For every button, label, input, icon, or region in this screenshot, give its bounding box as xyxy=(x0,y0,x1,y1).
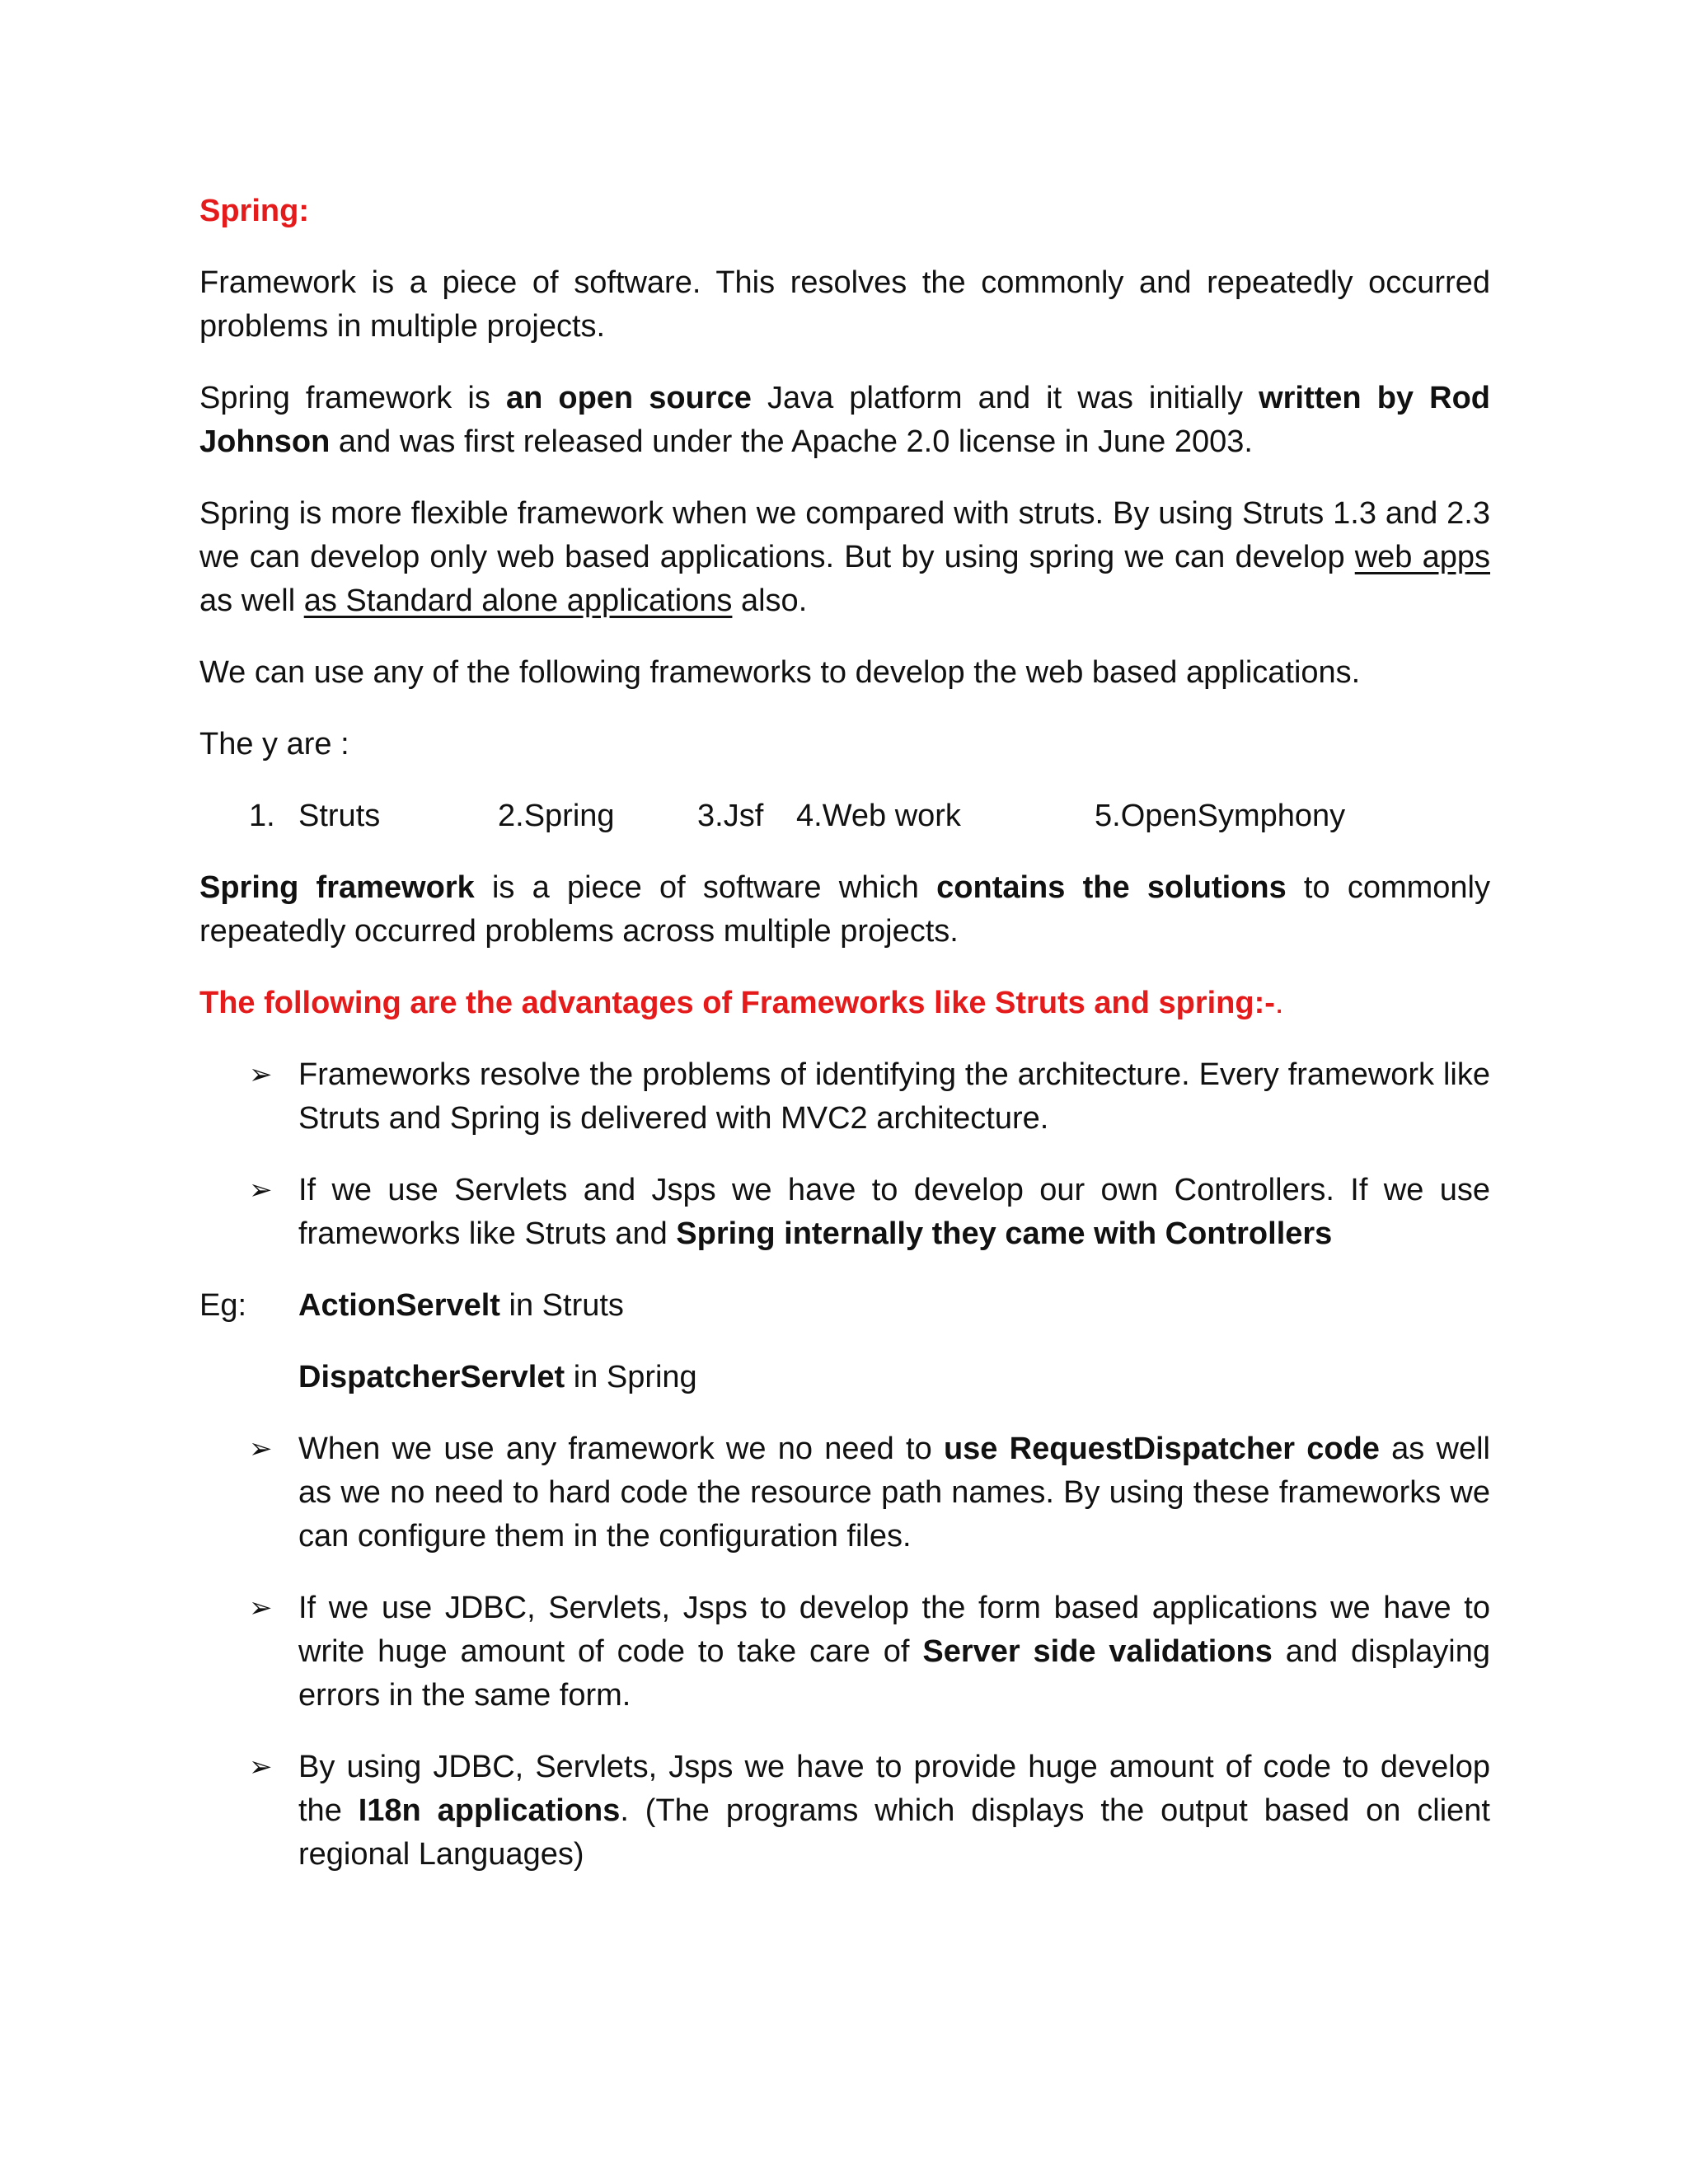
example-block xyxy=(199,1284,1490,1328)
text: is a piece of software which xyxy=(474,870,937,905)
text: When we use any framework we no need to xyxy=(298,1432,944,1466)
bold-text: Spring internally they came with Controllers xyxy=(676,1216,1333,1251)
page-title: Spring: xyxy=(199,194,309,228)
text: and was first released under the Apache 2.0 license in June 2003. xyxy=(330,424,1253,459)
text: and displaying errors in the same form. xyxy=(298,1634,1490,1713)
text: to commonly repeatedly occurred problems across multiple projects. xyxy=(199,870,1490,949)
list-item xyxy=(199,1746,1490,1877)
arrow-bullet-icon: ➢ xyxy=(249,1592,273,1624)
bullet-text xyxy=(298,1746,1490,1877)
bold-text: Server side validations xyxy=(922,1634,1273,1669)
text: If we use JDBC, Servlets, Jsps to develop the form based applications we have to write huge amount of code to take care of xyxy=(298,1591,1490,1669)
bold-text: Spring framework xyxy=(199,870,475,905)
list-item xyxy=(199,1427,1490,1558)
list-item: 5.OpenSymphony xyxy=(1095,799,1346,833)
example-label: Eg: xyxy=(199,1288,247,1323)
bullet-text xyxy=(298,1586,1490,1718)
bold-text: DispatcherServlet xyxy=(298,1360,565,1394)
text: in Spring xyxy=(565,1360,697,1394)
text: . (The programs which displays the output based on client regional Languages) xyxy=(298,1793,1490,1872)
example-line xyxy=(298,1284,1490,1328)
frameworks-list xyxy=(199,794,1490,838)
paragraph-they-are: The y are : xyxy=(199,727,349,762)
example-line xyxy=(298,1356,1490,1399)
list-item: 4.Web work xyxy=(796,799,961,833)
paragraph-spring-flexibility xyxy=(199,492,1490,623)
advantages-heading xyxy=(199,982,1490,1025)
list-item xyxy=(199,1169,1490,1256)
bold-text: written by Rod Johnson xyxy=(199,381,1491,459)
bold-text: I18n applications xyxy=(358,1793,621,1828)
paragraph-framework-definition: Framework is a piece of software. This resolves the commonly and repeatedly occurred problems in multiple projects. xyxy=(199,265,1490,344)
list-item: 2.Spring xyxy=(498,799,615,833)
bold-text: ActionServelt xyxy=(298,1288,500,1323)
text: as well as we no need to hard code the resource path names. By using these frameworks we can configure them in the configuration files. xyxy=(298,1432,1490,1554)
text: as well xyxy=(199,583,304,618)
text: Spring framework is xyxy=(199,381,506,415)
paragraph-frameworks-intro: We can use any of the following frameworks to develop the web based applications. xyxy=(199,655,1361,690)
list-item xyxy=(199,1586,1490,1718)
arrow-bullet-icon: ➢ xyxy=(249,1751,273,1783)
bullet-text: Frameworks resolve the problems of identifying the architecture. Every framework like Struts and Spring is delivered with MVC2 architecture. xyxy=(298,1057,1490,1136)
advantages-heading-text: The following are the advantages of Frameworks like Struts and spring:- xyxy=(199,986,1275,1020)
text: By using JDBC, Servlets, Jsps we have to provide huge amount of code to develop the xyxy=(298,1750,1490,1828)
arrow-bullet-icon: ➢ xyxy=(249,1433,273,1465)
document-page xyxy=(199,190,1490,1905)
underlined-text: web apps xyxy=(1354,540,1490,574)
bullet-text xyxy=(298,1427,1490,1558)
text: Spring is more flexible framework when we compared with struts. By using Struts 1.3 and 2.3 we can develop only web based applications. But by using spring we can develop xyxy=(199,496,1490,574)
text: If we use Servlets and Jsps we have to develop our own Controllers. If we use frameworks like Struts and xyxy=(298,1173,1490,1251)
bullet-text xyxy=(298,1169,1490,1256)
list-number: 1. xyxy=(249,799,275,833)
text: Java platform and it was initially xyxy=(751,381,1259,415)
list-item: Struts xyxy=(298,799,381,833)
underlined-text: as Standard alone applications xyxy=(303,583,733,618)
paragraph-spring-intro xyxy=(199,377,1490,464)
bold-text: an open source xyxy=(505,381,752,415)
arrow-bullet-icon: ➢ xyxy=(249,1059,273,1090)
heading-period: . xyxy=(1274,986,1284,1020)
bold-text: contains the solutions xyxy=(936,870,1287,905)
paragraph-spring-framework-definition xyxy=(199,866,1490,954)
bold-text: use RequestDispatcher code xyxy=(943,1432,1380,1466)
list-item: 3.Jsf xyxy=(697,799,764,833)
text: in Struts xyxy=(499,1288,624,1323)
list-item xyxy=(199,1053,1490,1141)
arrow-bullet-icon: ➢ xyxy=(249,1174,273,1206)
text: also. xyxy=(732,583,808,618)
